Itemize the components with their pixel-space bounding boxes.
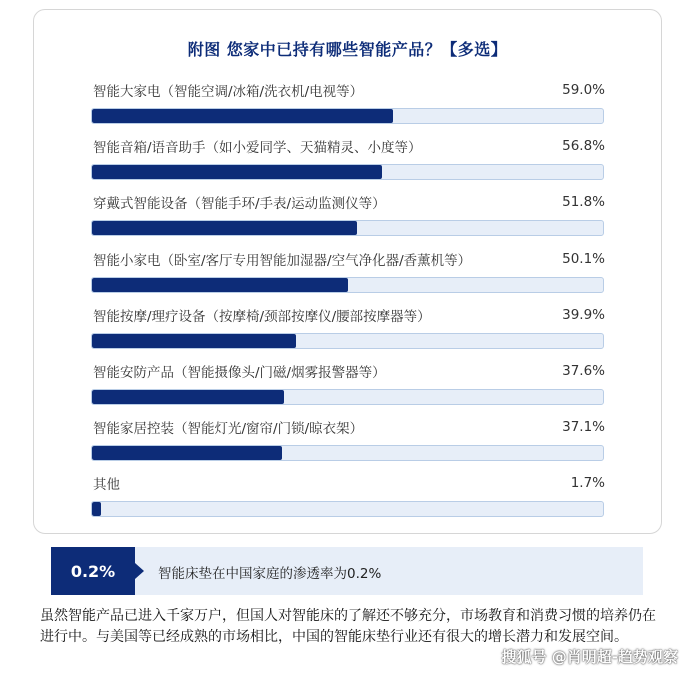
bar-label: 智能大家电（智能空调/冰箱/洗衣机/电视等）	[93, 84, 364, 100]
bar-track	[91, 445, 604, 461]
bar-value-label: 56.8%	[562, 138, 605, 155]
bar-row	[91, 305, 606, 355]
bar-value-label: 37.6%	[562, 363, 605, 379]
bar-row	[91, 417, 606, 467]
bar	[92, 221, 357, 235]
banner-text: 智能床垫在中国家庭的渗透率为0.2%	[158, 566, 382, 582]
chart-card	[33, 9, 662, 534]
bar-value-label: 39.9%	[562, 306, 605, 323]
bar-value-label: 37.1%	[562, 419, 605, 436]
bar-label: 其他	[93, 477, 120, 494]
bar-value-label: 59.0%	[562, 82, 605, 98]
bar	[92, 278, 348, 292]
bar-track	[91, 501, 604, 517]
bar-label: 智能按摩/理疗设备（按摩椅/颈部按摩仪/腰部按摩器等）	[93, 308, 431, 325]
bar-row	[91, 80, 606, 130]
bar-track	[91, 389, 604, 405]
bar-label: 智能家居控装（智能灯光/窗帘/门锁/晾衣架）	[93, 421, 364, 438]
bar-track	[91, 277, 604, 293]
bar-row	[91, 136, 606, 186]
bar-label: 穿戴式智能设备（智能手环/手表/运动监测仪等）	[93, 196, 386, 213]
bar	[92, 502, 101, 516]
chart-title: 附图 您家中已持有哪些智能产品？【多选】	[187, 40, 508, 59]
bar	[92, 390, 284, 404]
bar-row	[91, 361, 606, 411]
bar-row	[91, 249, 606, 299]
penetration-banner	[51, 547, 643, 595]
banner-tag: 0.2%	[51, 547, 135, 595]
bar-track	[91, 220, 604, 236]
banner-arrow-icon	[135, 563, 144, 579]
bar	[92, 109, 393, 123]
bar-value-label: 1.7%	[570, 475, 605, 492]
bar-row	[91, 192, 606, 242]
bar-label: 智能音箱/语音助手（如小爱同学、天猫精灵、小度等）	[93, 140, 422, 157]
bar-track	[91, 108, 604, 124]
bar-value-label: 51.8%	[562, 194, 605, 211]
bar-track	[91, 164, 604, 180]
bar	[92, 446, 282, 460]
bar-row	[91, 473, 606, 523]
bar-label: 智能安防产品（智能摄像头/门磁/烟雾报警器等）	[93, 365, 386, 381]
bar	[92, 334, 296, 348]
bar-value-label: 50.1%	[562, 250, 605, 267]
bar-track	[91, 333, 604, 349]
watermark: 搜狐号 @肖明超-趋势观察	[501, 648, 678, 666]
bar-label: 智能小家电（卧室/客厅专用智能加湿器/空气净化器/香薰机等）	[93, 252, 472, 269]
body-paragraph: 虽然智能产品已进入千家万户，但国人对智能床的了解还不够充分，市场教育和消费习惯的培养仍在进行中。与美国等已经成熟的市场相比，中国的智能床垫行业还有很大的增长潜力和发展空间。	[40, 608, 656, 645]
bar	[92, 165, 382, 179]
